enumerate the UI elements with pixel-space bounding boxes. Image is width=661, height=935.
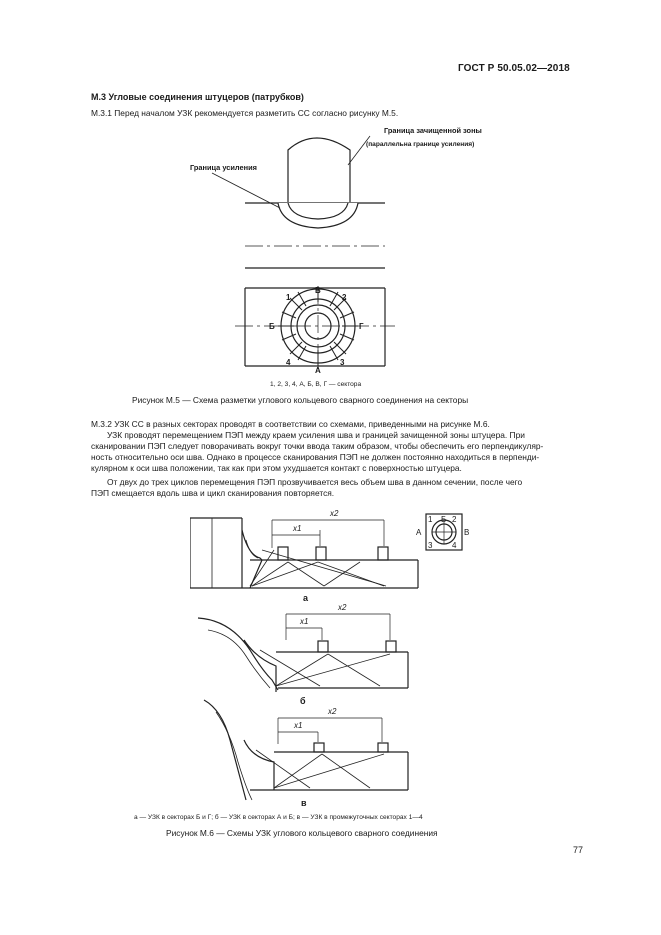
inset-mark-b: Б	[441, 515, 447, 524]
fig5-mark-b: В	[315, 286, 321, 295]
paragraph-line: ПЭП смещается вдоль шва и цикл сканирования повторяется.	[91, 488, 335, 498]
fig5-mark-left: Б	[269, 322, 275, 331]
fig6c-x1: x1	[294, 721, 303, 730]
fig6c-x2: x2	[328, 707, 337, 716]
fig5-label-reinforcement: Граница усиления	[190, 163, 257, 172]
fig6-caption: Рисунок М.6 — Схемы УЗК углового кольцевого сварного соединения	[166, 828, 438, 838]
fig5-mark-4: 4	[286, 358, 291, 367]
fig6-sub-c: в	[301, 798, 307, 808]
fig5-label-zone: Граница зачищенной зоны	[384, 126, 482, 135]
paragraph-line: УЗК проводят перемещением ПЭП между краем усиления шва и границей зачищенной зоны штуцера. При	[107, 430, 525, 440]
paragraph-line: ность относительно оси шва. Однако в процессе сканирования ПЭП не должен постоянно находиться в перпенди-	[91, 452, 540, 462]
inset-mark-v: В	[464, 528, 470, 537]
paragraph-m32: М.3.2 УЗК СС в разных секторах проводят в соответствии со схемами, приведенными на рисунке М.6.	[91, 419, 490, 429]
fig5-mark-a: А	[315, 366, 321, 375]
page-number: 77	[573, 845, 584, 855]
fig6b-x2: x2	[338, 603, 347, 612]
inset-mark-a: А	[416, 528, 422, 537]
fig5-mark-3: 3	[340, 358, 345, 367]
inset-mark-1: 1	[428, 515, 433, 524]
paragraph-line: От двух до трех циклов перемещения ПЭП прозвучивается весь объем шва в данном сечении, после чего	[107, 477, 523, 487]
standard-number: ГОСТ Р 50.05.02—2018	[458, 63, 570, 74]
inset-mark-3: 3	[428, 541, 433, 550]
fig6a-x1: x1	[293, 524, 302, 533]
fig5-mark-1: 1	[286, 293, 291, 302]
paragraph-line: кулярном к оси шва положении, так как при этом ухудшается контакт с поверхностью штуцера.	[91, 463, 462, 473]
fig5-mark-right: Г	[359, 322, 364, 331]
section-title: М.3 Угловые соединения штуцеров (патрубков)	[91, 92, 304, 102]
paragraph-line: сканировании ПЭП следует поворачивать вокруг точки ввода таким образом, чтобы обеспечить его перпендикуляр-	[91, 441, 544, 451]
figure-m6	[190, 500, 470, 810]
paragraph-m31: М.3.1 Перед началом УЗК рекомендуется разметить СС согласно рисунку М.5.	[91, 108, 399, 118]
fig6b-x1: x1	[300, 617, 309, 626]
figure-m5	[150, 120, 530, 382]
fig6a-x2: x2	[330, 509, 339, 518]
fig6-sub-b: б	[300, 696, 306, 706]
fig5-legend: 1, 2, 3, 4, А, Б, В, Г — сектора	[270, 381, 362, 388]
fig5-mark-2: 2	[342, 293, 347, 302]
fig5-label-zone-note: (параллельна границе усиления)	[366, 141, 475, 148]
inset-mark-2: 2	[452, 515, 457, 524]
inset-mark-4: 4	[452, 541, 457, 550]
fig6-legend: а — УЗК в секторах Б и Г; б — УЗК в секторах А и Б; в — УЗК в промежуточных секторах 1—4	[134, 814, 423, 821]
fig6-sub-a: а	[303, 593, 309, 603]
fig5-caption: Рисунок М.5 — Схема разметки углового кольцевого сварного соединения на секторы	[132, 395, 469, 405]
